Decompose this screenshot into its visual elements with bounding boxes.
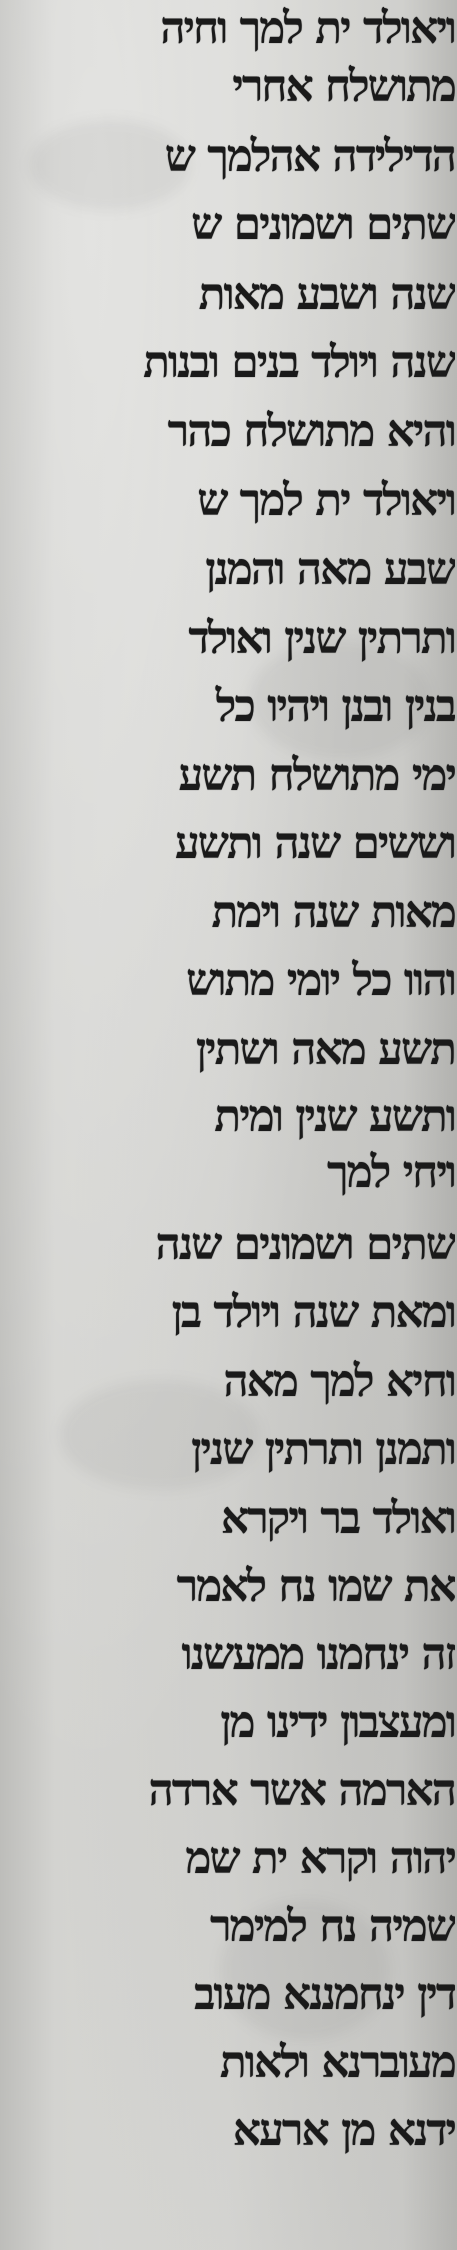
- text-line: מאות שנה וימת: [211, 887, 455, 938]
- text-line: ויחי למך: [327, 1147, 455, 1198]
- text-line: ותרתין שנין ואולד: [188, 613, 455, 664]
- text-line: ומעצבון ידינו מן: [220, 1697, 455, 1748]
- text-line: ואולד בר ויקרא: [220, 1493, 455, 1544]
- text-line: וששים שנה ותשע: [174, 818, 455, 869]
- text-line: הארמה אשר ארדה: [148, 1765, 455, 1816]
- text-line: הדילידה אהלמך ש: [164, 131, 455, 182]
- text-line: שנה ויולד בנים ובנות: [143, 337, 455, 388]
- text-line: מעוברנא ולאות: [219, 2037, 455, 2088]
- text-line: בנין ובנן ויהיו כל: [215, 681, 455, 732]
- text-line: וחיא למך מאה: [223, 1356, 455, 1407]
- text-line: שמיה נח למימר: [210, 1901, 455, 1952]
- text-line: והוו כל יומי מתוש: [186, 955, 455, 1006]
- text-line: שתים ושמונים שנה: [155, 1219, 455, 1270]
- text-line: דין ינחמננא מעוב: [194, 1969, 455, 2020]
- text-line: ויאולד ית למך וחיה: [160, 3, 455, 54]
- text-line: יהוה וקרא ית שמ: [185, 1833, 455, 1884]
- text-line: מתושלח אחרי: [232, 61, 455, 112]
- text-line: שבע מאה והמנן: [205, 544, 455, 595]
- text-line: ויאולד ית למך ש: [197, 475, 455, 526]
- text-line: שנה ושבע מאות: [198, 269, 455, 320]
- text-line: תשע מאה ושתין: [195, 1024, 455, 1075]
- text-line: זה ינחמנו ממעשנו: [181, 1629, 455, 1680]
- text-line: שתים ושמונים ש: [191, 199, 455, 250]
- text-line: ימי מתושלח תשע: [178, 750, 455, 801]
- text-line: את שמו נח לאמר: [176, 1561, 455, 1612]
- text-line: ומאת שנה ויולד בן: [171, 1287, 455, 1338]
- text-line: ידנא מן ארעא: [232, 2105, 455, 2156]
- text-line: ותמנן ותרתין שנין: [191, 1424, 455, 1475]
- hebrew-text-column: [10, 0, 455, 2250]
- text-line: והיא מתושלח כהר: [167, 406, 455, 457]
- text-line: ותשע שנין ומית: [214, 1091, 455, 1142]
